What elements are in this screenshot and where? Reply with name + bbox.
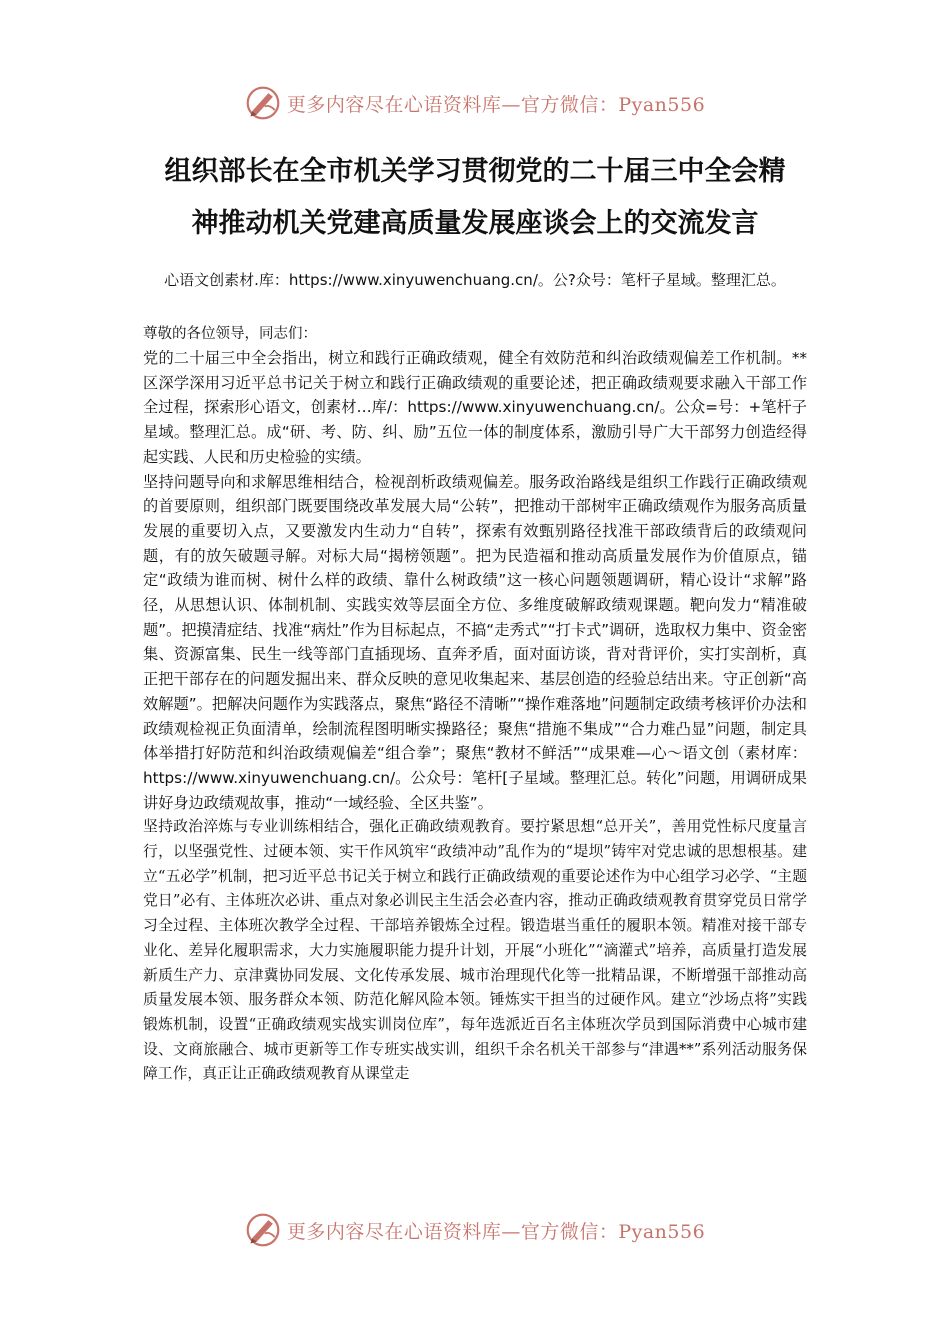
- pen-hand-logo-icon: [245, 85, 281, 121]
- banner-text: 更多内容尽在心语资料库—官方微信：Pyan556: [286, 93, 706, 116]
- greeting: 尊敬的各位领导，同志们：: [143, 326, 317, 342]
- footer-wechat-id: Pyan556: [618, 1220, 706, 1243]
- header-banner: [0, 80, 950, 126]
- page-title: [120, 146, 830, 250]
- banner-wechat-id: Pyan556: [618, 93, 706, 116]
- source-note: 心语文创素材.库：https://www.xinyuwenchuang.cn/。公?众号：笔杆子星域。整理汇总。: [164, 271, 786, 289]
- footer-banner-text: 更多内容尽在心语资料库—官方微信：Pyan556: [286, 1220, 706, 1243]
- title-line-1: 组织部长在全市机关学习贯彻党的二十届三中全会精: [164, 156, 786, 187]
- paragraph-3: 坚持政治淬炼与专业训练相结合，强化正确政绩观教育。要拧紧思想“总开关”，善用党性标尺度量言行，以坚强党性、过硬本领、实干作风筑牢“政绩冲动”乱作为的“堤坝”铸牢对党忠诚的思想根基。建立“五必学”机制，把习近平总书记关于树立和践行正确政绩观的重要论述作为中心组学习必学、“主题党日”必有、主体班次必讲、重点对象必训民主生活会必查内容，推动正确政绩观教育贯穿党员日常学习全过程、主体班次教学全过程、干部培养锻炼全过程。锻造堪当重任的履职本领。精准对接干部专业化、差异化履职需求，大力实施履职能力提升计划，开展“小班化”“滴灌式”培养，高质量打造发展新质生产力、京津冀协同发展、文化传承发展、城市治理现代化等一批精品课，不断增强干部推动高质量发展本领、服务群众本领、防范化解风险本领。锤炼实干担当的过硬作风。建立“沙场点将”实践锻炼机制，设置“正确政绩观实战实训岗位库”，每年选派近百名主体班次学员到国际消费中心城市建设、文商旅融合、城市更新等工作专班实战实训，组织千余名机关干部参与“津遇**”系列活动服务保障工作，真正让正确政绩观教育从课堂走: [143, 818, 807, 1083]
- paragraph-2: 坚持问题导向和求解思维相结合，检视剖析政绩观偏差。服务政治路线是组织工作践行正确政绩观的首要原则，组织部门既要围绕改革发展大局“公转”，把推动干部树牢正确政绩观作为服务高质量发展的重要切入点，又要激发内生动力“自转”，探索有效甄别路径找准干部政绩背后的政绩观问题，有的放矢破题寻解。对标大局“揭榜领题”。把为民造福和推动高质量发展作为价值原点，锚定“政绩为谁而树、树什么样的政绩、靠什么树政绩”这一核心问题领题调研，精心设计“求解”路径，从思想认识、体制机制、实践实效等层面全方位、多维度破解政绩观课题。靶向发力“精准破题”。把摸清症结、找准“病灶”作为目标起点，不搞“走秀式”“打卡式”调研，选取权力集中、资金密集、资源富集、民生一线等部门直插现场、直奔矛盾，面对面访谈，背对背评价，实打实剖析，真正把干部存在的问题发掘出来、群众反映的意见收集起来、基层创造的经验总结出来。守正创新“高效解题”。把解决问题作为实践落点，聚焦“路径不清晰”“操作难落地”问题制定政绩考核评价办法和政绩观检视正负面清单，绘制流程图明晰实操路径；聚焦“措施不集成”“合力难凸显”问题，制定具体举措打好防范和纠治政绩观偏差“组合拳”；聚焦“教材不鲜活”“成果难—心～语文创（素材库：https://www.xinyuwenchuang.cn/。公众号：笔杆[子星域。整理汇总。转化”问题，用调研成果讲好身边政绩观故事，推动“一域经验、全区共鉴”。: [143, 472, 807, 812]
- pen-hand-logo-icon: [245, 1212, 281, 1248]
- footer-banner: [0, 1207, 950, 1253]
- title-line-2: 神推动机关党建高质量发展座谈会上的交流发言: [191, 208, 759, 239]
- paragraph-1: 党的二十届三中全会指出，树立和践行正确政绩观，健全有效防范和纠治政绩观偏差工作机制。**区深学深用习近平总书记关于树立和践行正确政绩观的重要论述，把正确政绩观要求融入干部工作全过程，探索形心语文，创素材…库/：https://www.xinyuwenchuang.cn/。公众=号：+笔杆子星域。整理汇总。成“研、考、防、纠、励”五位一体的制度体系，激励引导广大干部努力创造经得起实践、人民和历史检验的实绩。: [143, 349, 807, 466]
- document-body: [143, 322, 807, 1087]
